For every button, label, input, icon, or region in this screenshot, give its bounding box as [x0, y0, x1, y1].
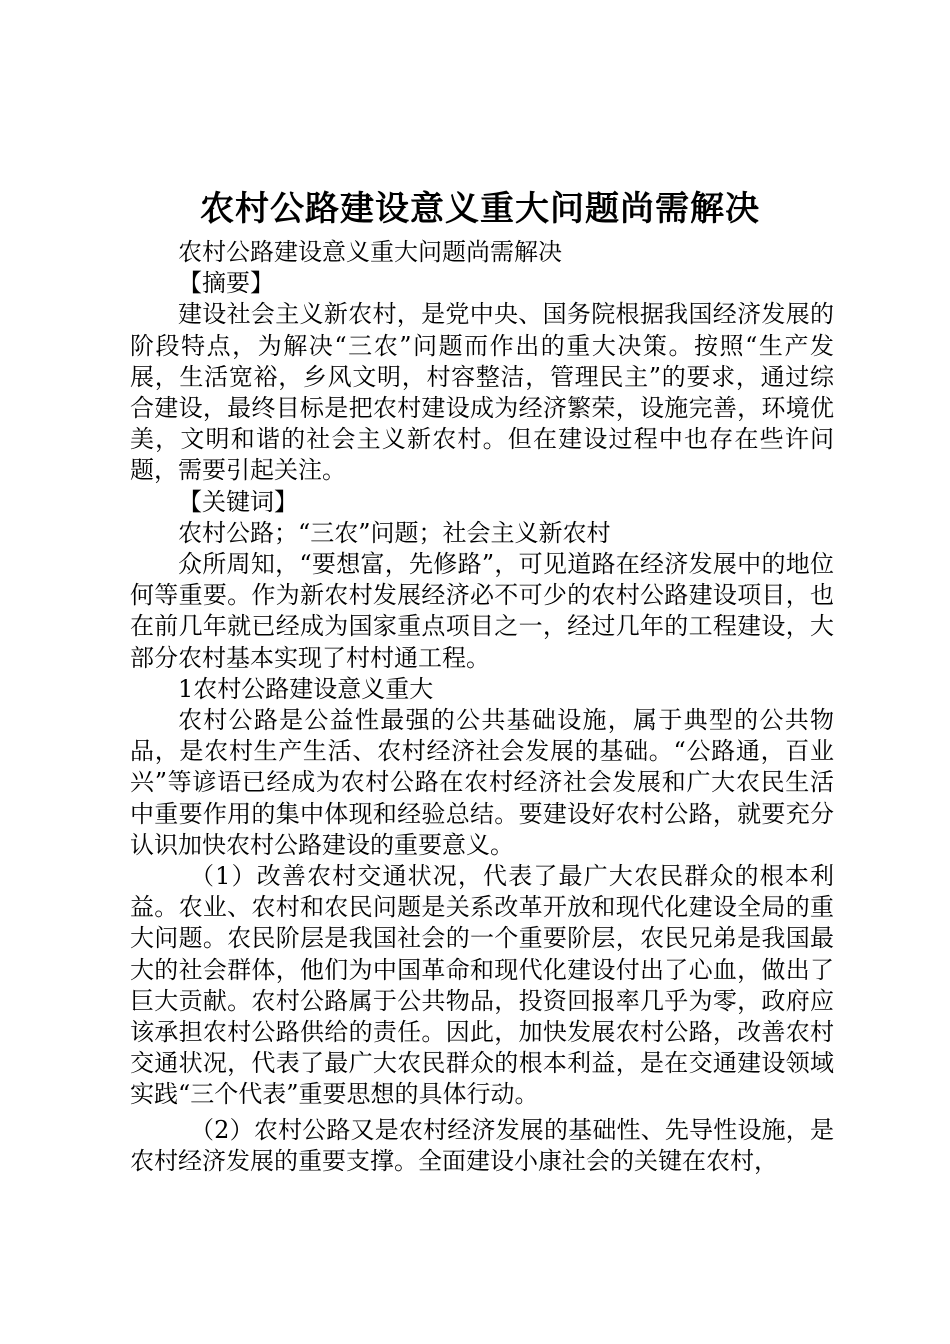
- intro-paragraph: 众所周知，“要想富，先修路”，可见道路在经济发展中的地位何等重要。作为新农村发展经济必不可少的农村公路建设项目，也在前几年就已经成为国家重点项目之一，经过几年的工程建设，大部分农村基本实现了村村通工程。: [130, 550, 834, 672]
- point-1-paragraph: （1）改善农村交通状况，代表了最广大农民群众的根本利益。农业、农村和农民问题是关系改革开放和现代化建设全局的重大问题。农民阶层是我国社会的一个重要阶层，农民兄弟是我国最大的社会群体，他们为中国革命和现代化建设付出了心血，做出了巨大贡献。农村公路属于公共物品，投资回报率几乎为零，政府应该承担农村公路供给的责任。因此，加快发展农村公路，改善农村交通状况，代表了最广大农民群众的根本利益，是在交通建设领域实践“三个代表”重要思想的具体行动。: [130, 862, 834, 1109]
- abstract-paragraph: 建设社会主义新农村，是党中央、国务院根据我国经济发展的阶段特点，为解决“三农”问题而作出的重大决策。按照“生产发展，生活宽裕，乡风文明，村容整洁，管理民主”的要求，通过综合建设，最终目标是把农村建设成为经济繁荣，设施完善，环境优美，文明和谐的社会主义新农村。但在建设过程中也存在些许问题，需要引起关注。: [130, 300, 834, 485]
- abstract-heading: 【摘要】: [178, 269, 274, 298]
- section-1-heading: 1农村公路建设意义重大: [178, 674, 434, 703]
- keywords-heading: 【关键词】: [178, 487, 298, 516]
- section-1-paragraph: 农村公路是公益性最强的公共基础设施，属于典型的公共物品，是农村生产生活、农村经济社会发展的基础。“公路通，百业兴”等谚语已经成为农村公路在农村经济社会发展和广大农民生活中重要作用的集中体现和经验总结。要建设好农村公路，就要充分认识加快农村公路建设的重要意义。: [130, 706, 834, 859]
- keywords-paragraph: 农村公路；“三农”问题；社会主义新农村: [178, 518, 611, 547]
- document-body: [130, 237, 834, 1177]
- document-title: 农村公路建设意义重大问题尚需解决: [200, 189, 760, 229]
- point-2-paragraph: （2）农村公路又是农村经济发展的基础性、先导性设施，是农村经济发展的重要支撑。全面建设小康社会的关键在农村，: [130, 1115, 834, 1175]
- subtitle-paragraph: 农村公路建设意义重大问题尚需解决: [178, 238, 562, 266]
